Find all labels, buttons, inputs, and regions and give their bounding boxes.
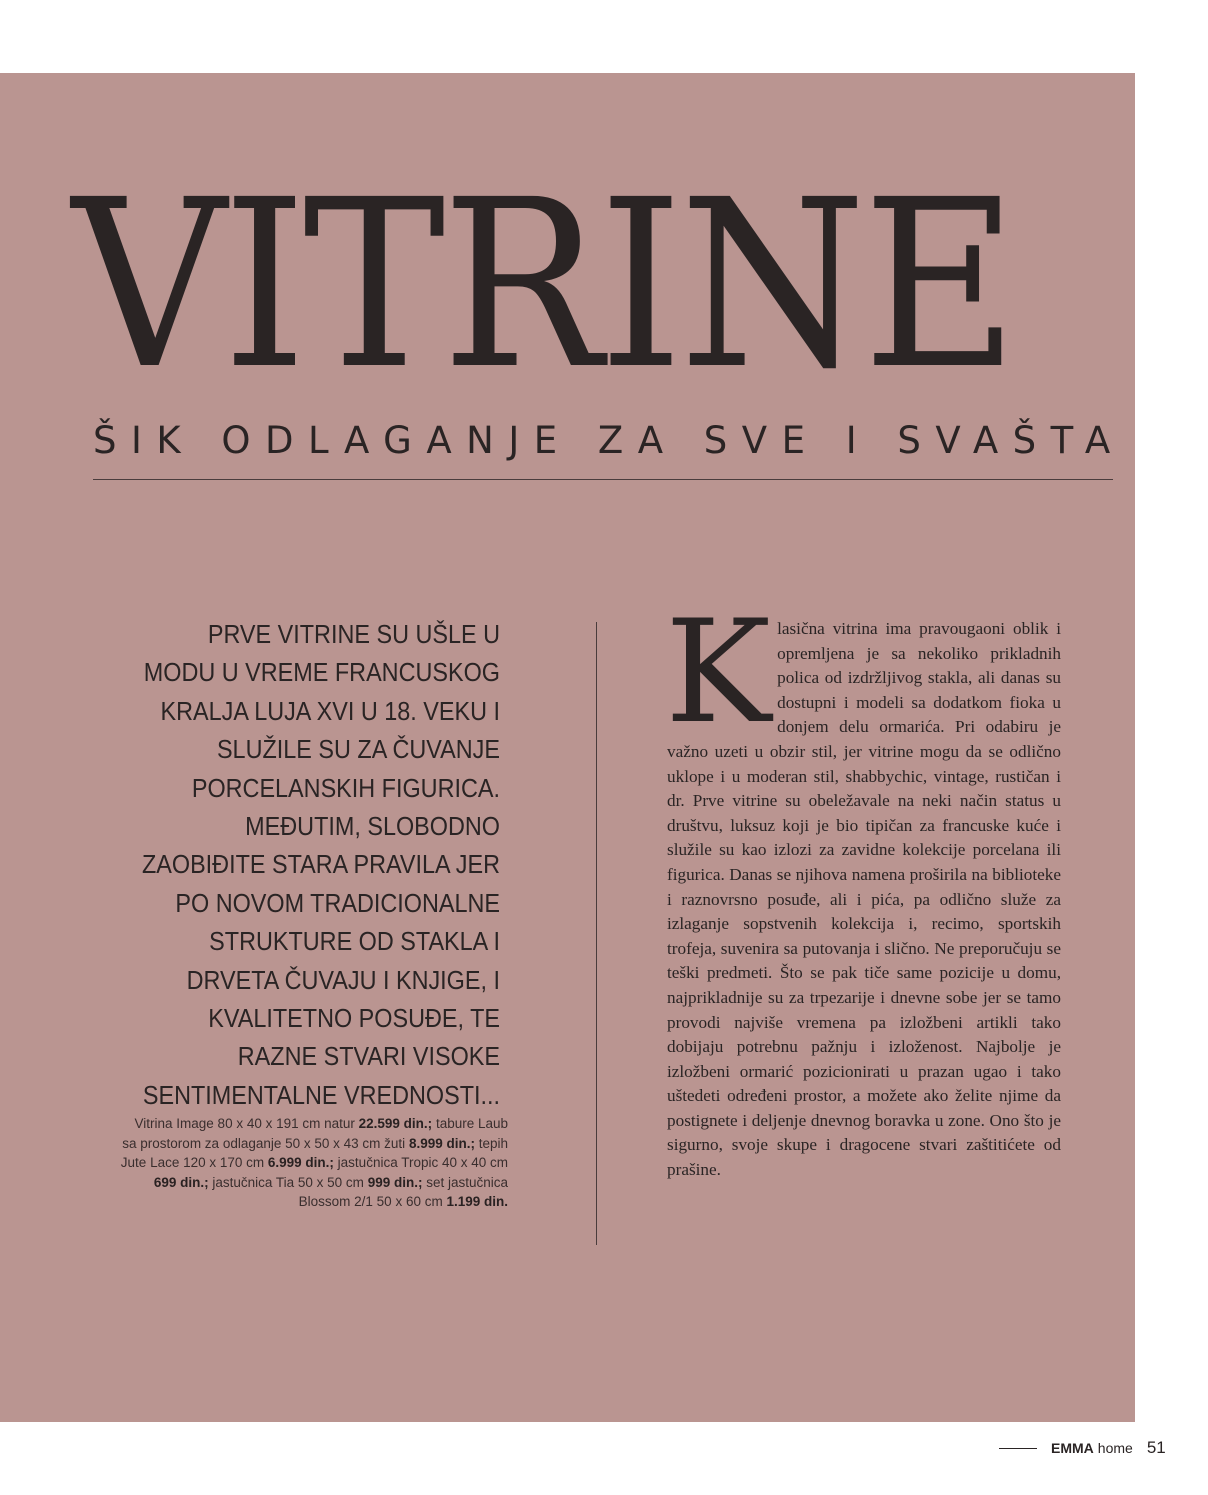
caption-price: 699 din.; <box>153 1174 209 1190</box>
caption-text: tepih Jute Lace 120 x 170 cm <box>120 1135 508 1171</box>
lead-paragraph: PRVE VITRINE SU UŠLE U MODU U VREME FRANCUSKOG KRALJA LUJA XVI U 18. VEKU I SLUŽILE SU ZA ČUVANJE PORCELANSKIH FIGURICA. MEĐUTIM, SLOBODNO ZAOBIĐITE STARA PRAVILA JER PO NOVOM TRADICIONALNE STRUKTURE OD STAKLA I DRVETA ČUVAJU I KNJIGE, I KVALITETNO POSUĐE, TE RAZNE STVARI VISOKE SENTIMENTALNE VREDNOSTI... <box>141 619 501 1110</box>
product-caption <box>118 1114 508 1212</box>
caption-text: tabure Laub sa prostorom za odlaganje 50 x 50 x 43 cm žuti <box>122 1116 508 1151</box>
article-subtitle: ŠIK ODLAGANJE ZA SVE I SVAŠTA <box>93 419 1125 462</box>
caption-price: 1.199 din. <box>446 1194 508 1210</box>
page-footer <box>999 1436 1166 1460</box>
footer-rule <box>999 1448 1037 1449</box>
caption-text: Vitrina Image 80 x 40 x 191 cm natur <box>134 1116 359 1131</box>
caption-price: 6.999 din.; <box>267 1155 334 1171</box>
drop-cap: K <box>665 590 772 755</box>
caption-price: 22.599 din.; <box>358 1116 433 1131</box>
subtitle-divider <box>93 479 1113 480</box>
magazine-brand: EMMA <box>1051 1440 1094 1456</box>
body-paragraph <box>665 590 1061 1183</box>
caption-text: set jastučnica Blossom 2/1 50 x 60 cm <box>298 1174 508 1210</box>
caption-price: 999 din.; <box>367 1174 423 1190</box>
article-title: VITRINE <box>72 150 1015 420</box>
caption-text: jastučnica Tia 50 x 50 cm <box>208 1174 368 1190</box>
body-text: lasična vitrina ima pravougaoni oblik i opremljena je sa nekoliko prikladnih polica od izdržljivog stakla, ali danas su dostupni i modeli sa dodatkom fioka u donjem delu ormarića. Pri odabiru je važno uzeti u obzir stil, jer vitrine mogu da se odlično uklope i u moderan stil, shabbychic, vintage, rustičan i dr. Prve vitrine su obeležavale na neki način status u društvu, luksuz koji je bio tipičan za francuske kuće i služile su kao izlozi za zavidne kolekcije porcelana ili figurica. Danas se njihova namena proširila na biblioteke i raznovrsno posuđe, ali i pića, pa odlično služe za izlaganje sopstvenih kolekcija i, recimo, sportskih trofeja, suvenira sa putovanja i slično. Ne preporučuju se teški predmeti. Što se pak tiče same pozicije u domu, najprikladnije su za trpezarije i dnevne sobe jer se tamo provodi najviše vremena pa izložbeni artikli tako dobijaju potrebnu pažnju i izloženost. Najbolje je izložbeni ormarić pozicionirati u prazan ugao i tako uštedeti određeni prostor, a možete ako želite njime da postignete i deljenje dnevnog boravka u zone. Ono što je sigurno, svoje skupe i dragocene stvari zaštitićete od prašine. <box>667 619 1061 1180</box>
caption-text: jastučnica Tropic 40 x 40 cm <box>333 1155 508 1171</box>
magazine-brand-sub: home <box>1097 1440 1133 1456</box>
column-divider <box>596 622 597 1245</box>
caption-price: 8.999 din.; <box>408 1135 475 1151</box>
page-number: 51 <box>1146 1438 1166 1457</box>
